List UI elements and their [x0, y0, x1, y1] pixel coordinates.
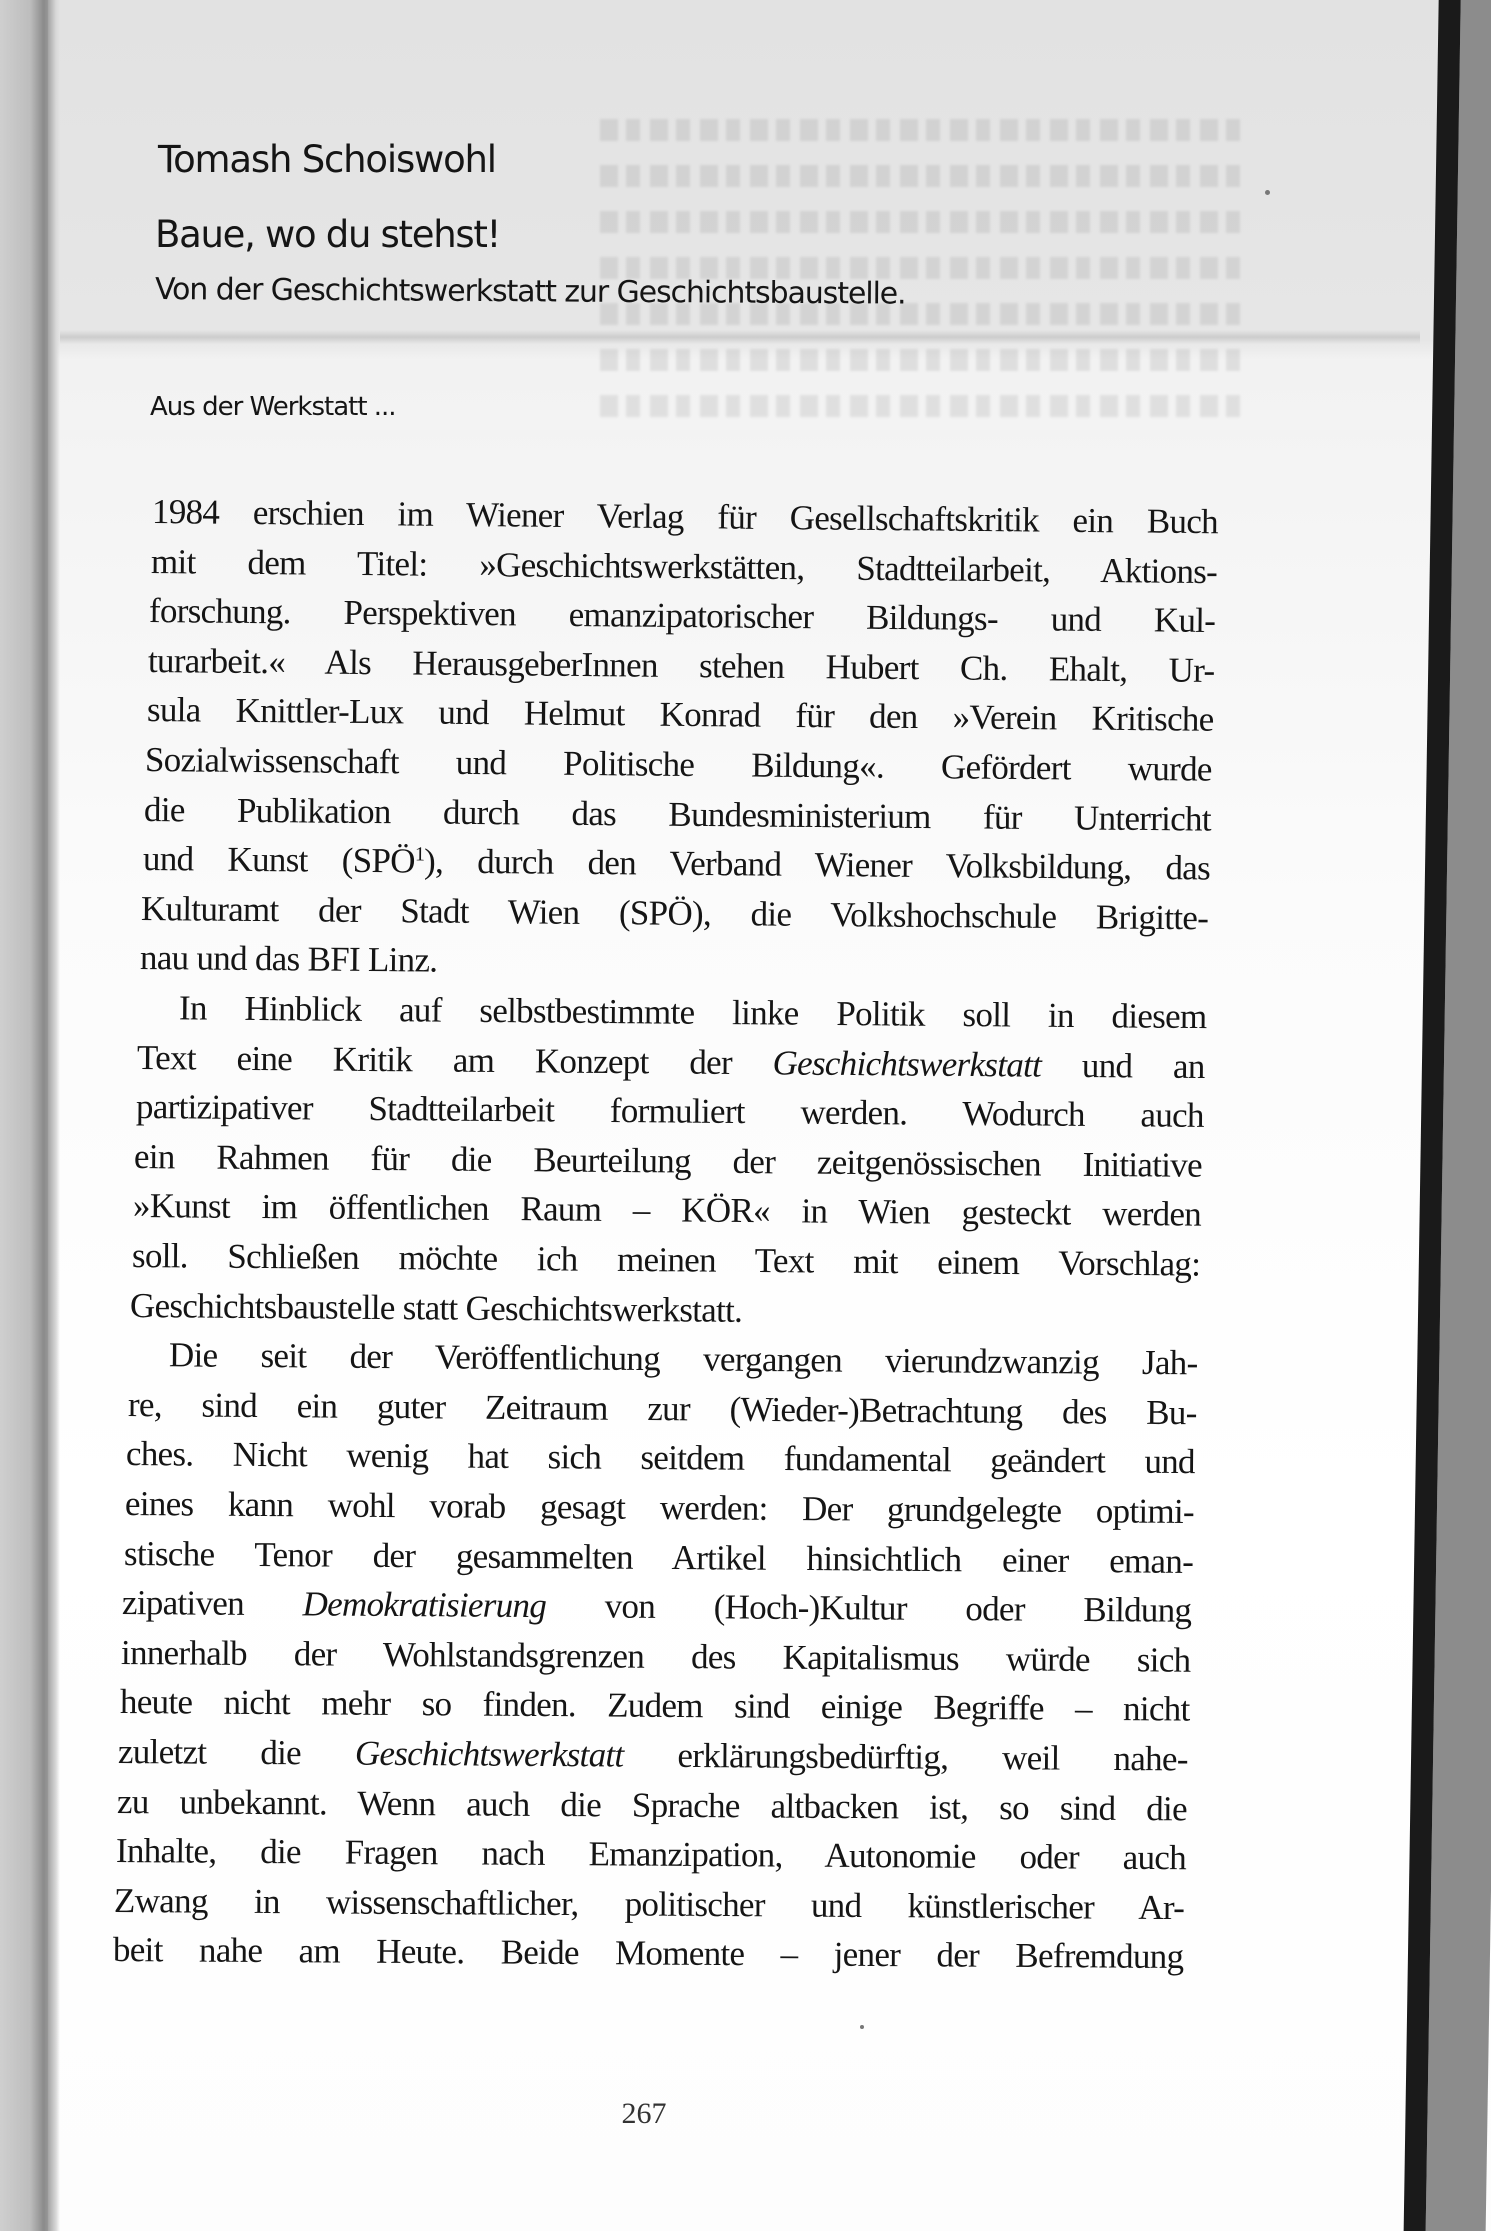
page-gutter-shadow: [0, 0, 60, 2231]
line-text: sula Knittler-Lux und Helmut Konrad für den »Verein Kritische: [146, 690, 1214, 740]
text-line: [137, 1036, 1205, 1089]
text-line: [140, 936, 1208, 989]
text-line: [141, 887, 1209, 940]
text-line: [146, 688, 1213, 742]
line-text: erklärungsbedürftig, weil nahe-: [623, 1735, 1189, 1779]
line-text: zipativen: [122, 1583, 304, 1624]
line-text: beit nahe am Heute. Beide Momente – jener der Befremdung: [112, 1930, 1184, 1977]
text-line: [121, 1631, 1191, 1683]
chapter-title: Baue, wo du stehst!: [155, 213, 501, 256]
text-line: [150, 540, 1217, 594]
line-text: partizipativer Stadtteilarbeit formuliert werden. Wodurch auch: [135, 1087, 1204, 1136]
line-text: Die seit der Veröffentlichung vergangen vierundzwanzig Jah-: [168, 1335, 1198, 1383]
line-text: »Kunst im öffentlichen Raum – KÖR« in Wien gesteckt werden: [132, 1186, 1202, 1235]
text-line: [138, 986, 1206, 1039]
text-line: [122, 1581, 1192, 1633]
line-text: nau und das BFI Linz.: [139, 938, 438, 980]
text-line: [132, 1234, 1201, 1287]
chapter-subtitle: Von der Geschichtswerkstatt zur Geschichtsbaustelle.: [154, 272, 906, 312]
right-page-edge: [1391, 0, 1491, 2231]
text-line: [148, 639, 1215, 693]
line-text: ches. Nicht wenig hat sich seitdem fundamental geändert und: [126, 1434, 1196, 1482]
page-number: 267: [621, 2097, 667, 2130]
text-line: [113, 1928, 1184, 1979]
text-line: [136, 1085, 1204, 1138]
line-text: heute nicht mehr so finden. Zudem sind einige Begriffe – nicht: [119, 1682, 1190, 1729]
line-text: mit dem Titel: »Geschichtswerkstätten, Stadtteilarbeit, Aktions-: [150, 541, 1217, 591]
line-text: soll. Schließen möchte ich meinen Text mit einem Vorschlag:: [131, 1236, 1201, 1284]
line-text: re, sind ein guter Zeitraum zur (Wieder-)Betrachtung des Bu-: [127, 1384, 1197, 1433]
emphasized-term: Geschichtswerkstatt: [772, 1042, 1042, 1085]
emphasized-term: Geschichtswerkstatt: [355, 1733, 624, 1775]
paper-speck: [860, 2025, 864, 2029]
line-text: die Publikation durch das Bundesministerium für Unterricht: [143, 789, 1211, 839]
line-text: zu unbekannt. Wenn auch die Sprache altbacken ist, so sind die: [116, 1781, 1187, 1828]
line-text: Zwang in wissenschaftlicher, politischer und künstlerischer Ar-: [114, 1880, 1185, 1927]
text-line: [145, 738, 1212, 792]
text-line: [125, 1482, 1194, 1534]
text-line: [126, 1432, 1195, 1484]
text-line: [118, 1730, 1188, 1781]
text-line: [117, 1780, 1187, 1831]
footnote-marker[interactable]: 1: [414, 843, 424, 866]
line-text: zuletzt die: [118, 1732, 356, 1773]
text-line: [115, 1829, 1185, 1880]
text-line: [119, 1680, 1189, 1732]
text-line: [133, 1184, 1201, 1237]
line-text: Text eine Kritik am Konzept der: [136, 1037, 773, 1082]
text-line: [142, 837, 1209, 890]
text-line: [129, 1333, 1198, 1385]
line-text: turarbeit.« Als HerausgeberInnen stehen Hubert Ch. Ehalt, Ur-: [147, 640, 1215, 690]
line-text: Kulturamt der Stadt Wien (SPÖ), die Volkshochschule Brigitte-: [141, 888, 1209, 938]
line-text: eines kann wohl vorab gesagt werden: Der grundgelegte optimi-: [124, 1484, 1195, 1532]
text-line: [149, 589, 1216, 643]
line-text: ), durch den Verband Wiener Volksbildung, das: [423, 841, 1210, 888]
section-heading: Aus der Werkstatt ...: [150, 392, 396, 422]
text-line: [123, 1532, 1192, 1584]
text-line: [114, 1879, 1184, 1930]
gutter-line: [42, 0, 48, 2231]
line-text: Geschichtsbaustelle statt Geschichtswerkstatt.: [130, 1285, 743, 1330]
text-line: [152, 490, 1218, 544]
text-line: [144, 788, 1211, 842]
paper-speck: [1265, 190, 1270, 195]
text-line: [128, 1383, 1197, 1435]
emphasized-term: Demokratisierung: [302, 1584, 547, 1626]
line-text: In Hinblick auf selbstbestimmte linke Politik soll in diesem: [178, 988, 1207, 1037]
line-text: und an: [1041, 1045, 1205, 1086]
line-text: und Kunst (SPÖ: [142, 839, 415, 881]
text-line: [130, 1284, 1199, 1336]
author-name: Tomash Schoiswohl: [158, 138, 496, 181]
line-text: Sozialwissenschaft und Politische Bildung«. Gefördert wurde: [145, 740, 1213, 789]
line-text: forschung. Perspektiven emanzipatorischer Bildungs- und Kul-: [149, 591, 1216, 641]
line-text: innerhalb der Wohlstandsgrenzen des Kapitalismus würde sich: [120, 1632, 1191, 1680]
line-text: ein Rahmen für die Beurteilung der zeitgenössischen Initiative: [134, 1136, 1203, 1185]
line-text: 1984 erschien im Wiener Verlag für Gesellschaftskritik ein Buch: [151, 492, 1219, 542]
line-text: von (Hoch-)Kultur oder Bildung: [546, 1586, 1192, 1630]
line-text: stische Tenor der gesammelten Artikel hinsichtlich einer eman-: [123, 1533, 1193, 1581]
line-text: Inhalte, die Fragen nach Emanzipation, Autonomie oder auch: [115, 1831, 1186, 1878]
text-line: [134, 1135, 1202, 1188]
